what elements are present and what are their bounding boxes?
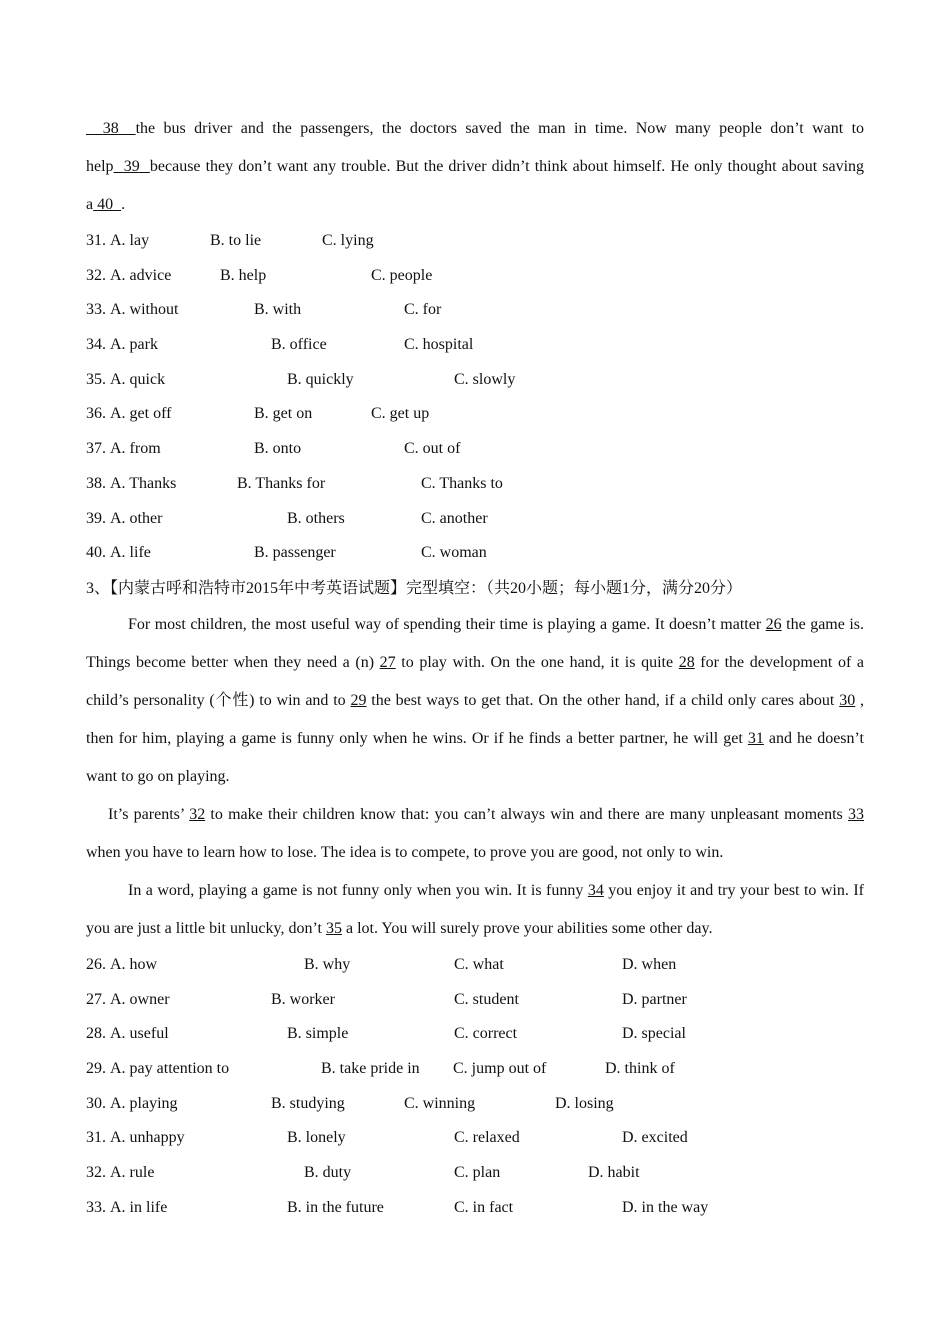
option-a: A. Thanks xyxy=(110,474,177,492)
blank-30: 30 xyxy=(839,691,856,709)
option-c: C. correct xyxy=(454,1025,518,1043)
passage-b-paragraph-2: It’s parents’ 32 to make their children know that: you can’t always win and there are many unpleasant moments 33 when you have to learn how to lose. The idea is to compete, to prove you are good, not only to win. xyxy=(86,805,864,861)
option-b: B. help xyxy=(220,266,267,284)
option-a: A. quick xyxy=(110,370,166,388)
option-b: B. why xyxy=(304,955,351,973)
option-c: C. get up xyxy=(371,405,430,423)
question-row-33 xyxy=(86,1191,864,1226)
question-row-29 xyxy=(86,1052,864,1087)
option-c: C. people xyxy=(371,266,433,284)
question-row-28 xyxy=(86,1017,864,1052)
option-d: D. when xyxy=(622,955,677,973)
blank-26: 26 xyxy=(765,615,782,633)
option-c: C. lying xyxy=(322,232,374,249)
option-d: D. habit xyxy=(588,1164,640,1181)
passage-b-paragraph-1: For most children, the most useful way of spending their time is playing a game. It doesn’t matter 26 the game is. Things become better when they need a (n) 27 to play with. On the one hand, it is quite 28 for the development of a child’s personality (个性) to win and to 29 the best ways to get that. On the other hand, if a child only cares about 30 , then for him, playing a game is funny only when he wins. Or if he finds a better partner, he will get 31 and he doesn’t want to go on playing. xyxy=(86,615,865,785)
option-a: A. in life xyxy=(110,1198,168,1216)
option-b: B. lonely xyxy=(287,1129,346,1147)
passage-text: the bus driver and the passengers, the doctors saved the man in time. Now many people don’t want to help xyxy=(86,120,865,175)
option-a: A. without xyxy=(110,301,179,319)
option-a: A. unhappy xyxy=(110,1129,185,1147)
option-b: B. quickly xyxy=(287,370,354,388)
question-row-37 xyxy=(86,432,864,467)
blank-32: 32 xyxy=(189,805,206,823)
option-a: A. playing xyxy=(110,1094,178,1112)
blank-34: 34 xyxy=(587,881,604,899)
question-row-30 xyxy=(86,1087,864,1122)
option-c: C. out of xyxy=(404,440,461,458)
question-number: 31. xyxy=(86,1129,106,1147)
option-b: B. in the future xyxy=(287,1198,384,1216)
question-row-38 xyxy=(86,467,864,502)
question-number: 32. xyxy=(86,1164,106,1181)
option-c: C. winning xyxy=(404,1094,476,1112)
option-c: C. another xyxy=(421,509,488,527)
blank-31: 31 xyxy=(747,729,764,747)
option-d: D. special xyxy=(622,1025,686,1043)
blank-38: 38 xyxy=(102,120,119,137)
blank-40: 40 xyxy=(97,196,114,213)
option-c: C. what xyxy=(454,955,504,973)
question-number: 28. xyxy=(86,1025,106,1043)
option-a: A. life xyxy=(110,544,151,562)
question-number: 38. xyxy=(86,474,106,492)
blank-29: 29 xyxy=(350,691,367,709)
option-a: A. useful xyxy=(110,1025,169,1043)
question-row-31 xyxy=(86,224,864,259)
question-number: 29. xyxy=(86,1059,106,1077)
question-number: 26. xyxy=(86,955,106,973)
option-b: B. onto xyxy=(254,440,302,458)
option-a: A. lay xyxy=(110,232,150,249)
blank-35: 35 xyxy=(325,919,342,937)
option-d: D. in the way xyxy=(622,1198,709,1216)
option-a: A. how xyxy=(110,955,158,973)
option-b: B. others xyxy=(287,509,345,527)
option-d: D. think of xyxy=(605,1059,675,1077)
passage-b-paragraph-3: In a word, playing a game is not funny only when you win. It is funny 34 you enjoy it and try your best to win. If you are just a little bit unlucky, don’t 35 a lot. You will surely prove your abilities some other day. xyxy=(86,881,865,937)
question-row-40 xyxy=(86,536,864,571)
question-row-36 xyxy=(86,397,864,432)
question-number: 35. xyxy=(86,370,106,388)
question-row-33 xyxy=(86,293,864,328)
option-c: C. relaxed xyxy=(454,1129,520,1147)
option-a: A. get off xyxy=(110,405,172,423)
question-list-a xyxy=(86,224,864,571)
blank-27: 27 xyxy=(379,653,396,671)
option-c: C. student xyxy=(454,990,519,1008)
option-c: C. plan xyxy=(454,1164,501,1181)
option-c: C. woman xyxy=(421,544,487,562)
question-number: 39. xyxy=(86,509,106,527)
option-c: C. slowly xyxy=(454,370,516,388)
option-b: B. passenger xyxy=(254,544,336,562)
option-b: B. Thanks for xyxy=(237,474,326,492)
option-c: C. Thanks to xyxy=(421,474,503,492)
blank-39: 39 xyxy=(123,158,140,175)
option-d: D. excited xyxy=(622,1129,688,1147)
option-a: A. other xyxy=(110,509,163,527)
question-row-27 xyxy=(86,983,864,1018)
question-row-32 xyxy=(86,259,864,294)
passage-text: because they don’t want any trouble. But the driver didn’t think about himself. He only thought about saving a xyxy=(86,158,865,213)
option-a: A. owner xyxy=(110,990,170,1008)
question-number: 40. xyxy=(86,544,106,562)
question-number: 34. xyxy=(86,336,106,354)
option-b: B. office xyxy=(271,336,327,354)
option-c: C. hospital xyxy=(404,336,474,354)
option-b: B. take pride in xyxy=(321,1059,420,1077)
blank-33: 33 xyxy=(848,805,864,823)
blank-28: 28 xyxy=(678,653,695,671)
passage-a-paragraph xyxy=(86,110,864,224)
option-c: C. for xyxy=(404,301,442,319)
question-row-32 xyxy=(86,1156,864,1191)
question-number: 37. xyxy=(86,440,106,458)
question-row-35 xyxy=(86,363,864,398)
question-row-26 xyxy=(86,948,864,983)
question-number: 30. xyxy=(86,1094,106,1112)
option-b: B. get on xyxy=(254,405,313,423)
question-number: 33. xyxy=(86,301,106,319)
question-number: 33. xyxy=(86,1198,106,1216)
option-b: B. to lie xyxy=(210,232,262,249)
question-number: 36. xyxy=(86,405,106,423)
option-a: A. pay attention to xyxy=(110,1059,230,1077)
option-d: D. partner xyxy=(622,990,687,1008)
option-b: B. with xyxy=(254,301,302,319)
option-a: A. park xyxy=(110,336,158,354)
question-number: 32. xyxy=(86,266,106,284)
option-a: A. from xyxy=(110,440,161,458)
option-b: B. duty xyxy=(304,1164,352,1181)
option-a: A. advice xyxy=(110,266,172,284)
option-b: B. simple xyxy=(287,1025,349,1043)
option-d: D. losing xyxy=(555,1094,614,1112)
question-row-39 xyxy=(86,502,864,537)
option-a: A. rule xyxy=(110,1164,155,1181)
option-c: C. in fact xyxy=(454,1198,514,1216)
document-page xyxy=(86,110,864,1225)
passage-text: . xyxy=(121,196,126,213)
question-number: 27. xyxy=(86,990,106,1008)
option-b: B. studying xyxy=(271,1094,345,1112)
option-c: C. jump out of xyxy=(453,1059,547,1077)
question-list-b xyxy=(86,948,864,1226)
question-row-34 xyxy=(86,328,864,363)
option-b: B. worker xyxy=(271,990,335,1008)
question-number: 31. xyxy=(86,232,106,249)
question-row-31 xyxy=(86,1121,864,1156)
section-heading: 3、【内蒙古呼和浩特市2015年中考英语试题】完型填空：（共20小题；每小题1分，满分20分） xyxy=(86,579,743,597)
